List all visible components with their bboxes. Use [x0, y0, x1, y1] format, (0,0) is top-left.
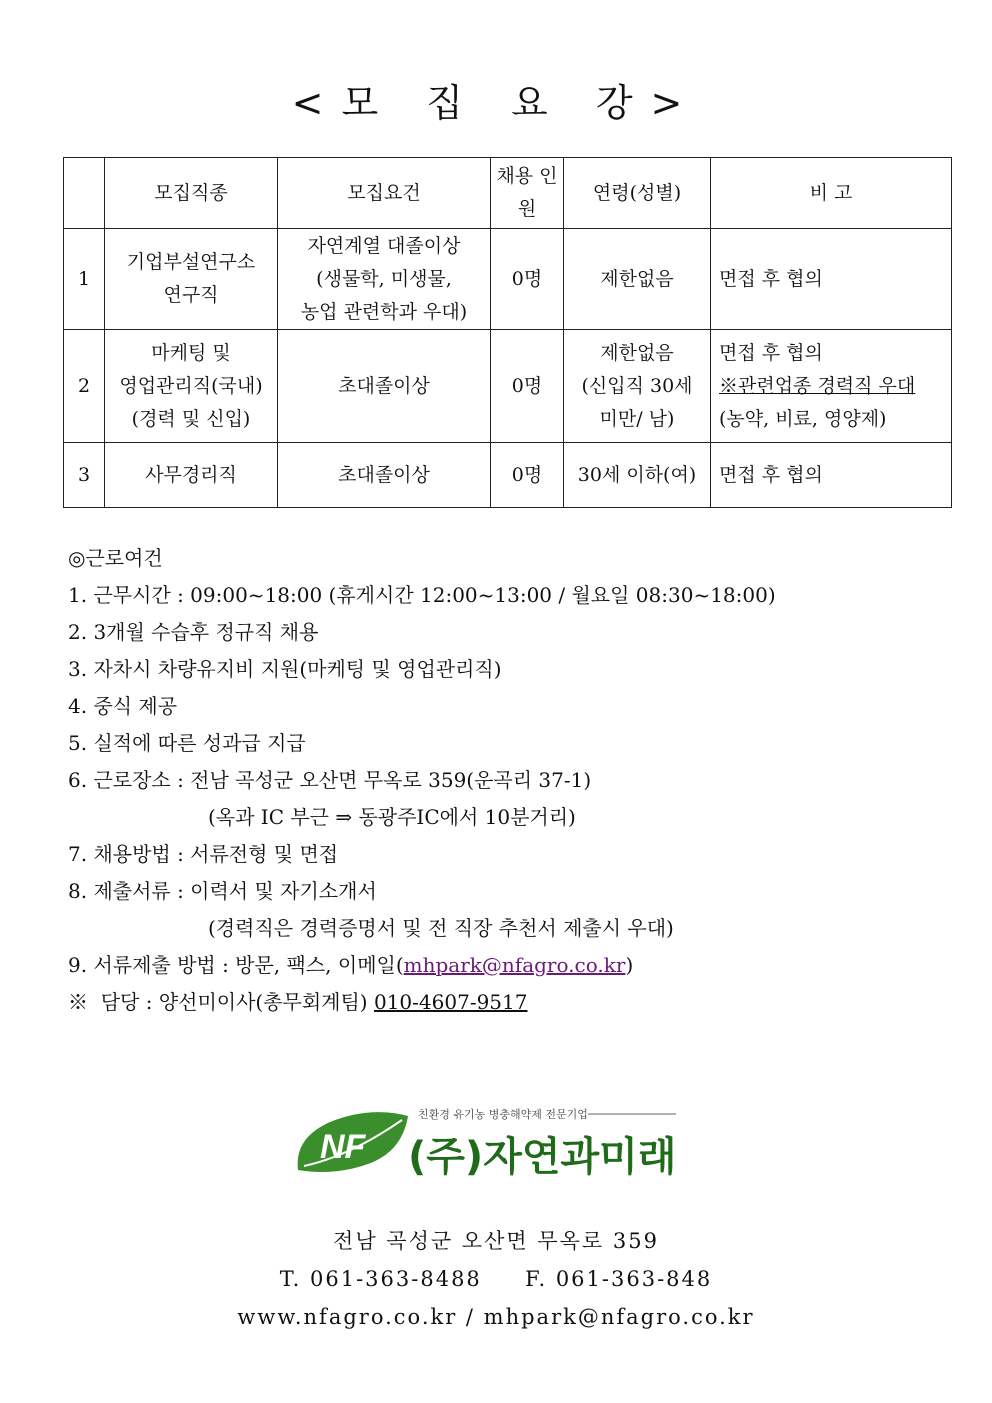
condition-item-detail: (경력직은 경력증명서 및 전 직장 추천서 제출시 우대) — [208, 916, 674, 940]
header-job: 모집직종 — [105, 158, 278, 229]
header-requirement: 모집요건 — [278, 158, 491, 229]
condition-item: 3. 자차시 차량유지비 지원(마케팅 및 영업관리직) — [68, 657, 502, 681]
cell-job: 사무경리직 — [105, 443, 278, 508]
cell-count: 0명 — [491, 330, 564, 443]
cell-requirement: 자연계열 대졸이상 (생물학, 미생물, 농업 관련학과 우대) — [278, 229, 491, 330]
condition-item: 5. 실적에 따른 성과급 지급 — [68, 731, 306, 755]
cell-requirement: 초대졸이상 — [278, 443, 491, 508]
cell-note: 면접 후 협의 — [711, 229, 952, 330]
working-conditions — [68, 540, 948, 1021]
submit-text: 9. 서류제출 방법 : 방문, 팩스, 이메일( — [68, 953, 404, 977]
contact-text: ※ 담당 : 양선미이사(총무회계팀) — [68, 990, 374, 1014]
cell-note: 면접 후 협의 — [711, 443, 952, 508]
email-link[interactable]: mhpark@nfagro.co.kr — [403, 953, 626, 977]
recruitment-table — [63, 157, 952, 508]
condition-item: 8. 제출서류 : 이력서 및 자기소개서 — [68, 879, 377, 903]
footer-web: www.nfagro.co.kr / mhpark@nfagro.co.kr — [237, 1305, 755, 1329]
submit-close: ) — [625, 953, 634, 977]
cell-note: 면접 후 협의 ※관련업종 경력직 우대 (농약, 비료, 영양제) — [711, 330, 952, 443]
page-title: <모 집 요 강> — [291, 81, 701, 125]
cell-age: 제한없음 (신입직 30세 미만/ 남) — [564, 330, 711, 443]
footer-phones: T. 061-363-8488 F. 061-363-848 — [279, 1267, 713, 1291]
table-row — [64, 229, 952, 330]
footer-address: 전남 곡성군 오산면 무옥로 359 — [333, 1229, 659, 1253]
cell-job: 기업부설연구소 연구직 — [105, 229, 278, 330]
condition-item: 6. 근로장소 : 전남 곡성군 오산면 무옥로 359(운곡리 37-1) — [68, 768, 592, 792]
condition-item-submit — [68, 947, 948, 984]
cell-age: 제한없음 — [564, 229, 711, 330]
cell-count: 0명 — [491, 229, 564, 330]
company-logo — [290, 1100, 700, 1180]
header-note: 비 고 — [711, 158, 952, 229]
logo-tagline: 친환경 유기농 병충해약제 전문기업 — [418, 1108, 588, 1121]
cell-job: 마케팅 및 영업관리직(국내) (경력 및 신입) — [105, 330, 278, 443]
cell-count: 0명 — [491, 443, 564, 508]
footer — [0, 1222, 992, 1336]
condition-item-detail: (옥과 IC 부근 ⇒ 동광주IC에서 10분거리) — [208, 805, 576, 829]
cell-no: 1 — [64, 229, 105, 330]
condition-item: 7. 채용방법 : 서류전형 및 면접 — [68, 842, 339, 866]
table-row — [64, 443, 952, 508]
header-no — [64, 158, 105, 229]
header-count: 채용 인원 — [491, 158, 564, 229]
contact-line — [68, 984, 948, 1021]
contact-phone: 010-4607-9517 — [373, 990, 528, 1014]
conditions-heading: ◎근로여건 — [68, 546, 163, 570]
header-age: 연령(성별) — [564, 158, 711, 229]
condition-item: 4. 중식 제공 — [68, 694, 178, 718]
table-row — [64, 330, 952, 443]
condition-item: 2. 3개월 수습후 정규직 채용 — [68, 620, 319, 644]
cell-no: 2 — [64, 330, 105, 443]
cell-age: 30세 이하(여) — [564, 443, 711, 508]
logo-mark: NF — [320, 1128, 366, 1166]
cell-no: 3 — [64, 443, 105, 508]
table-header-row — [64, 158, 952, 229]
logo-graphic — [290, 1100, 700, 1180]
cell-requirement: 초대졸이상 — [278, 330, 491, 443]
logo-company: (주)자연과미래 — [408, 1134, 677, 1180]
condition-item: 1. 근무시간 : 09:00~18:00 (휴게시간 12:00~13:00 / 월요일 08:30~18:00) — [68, 583, 776, 607]
